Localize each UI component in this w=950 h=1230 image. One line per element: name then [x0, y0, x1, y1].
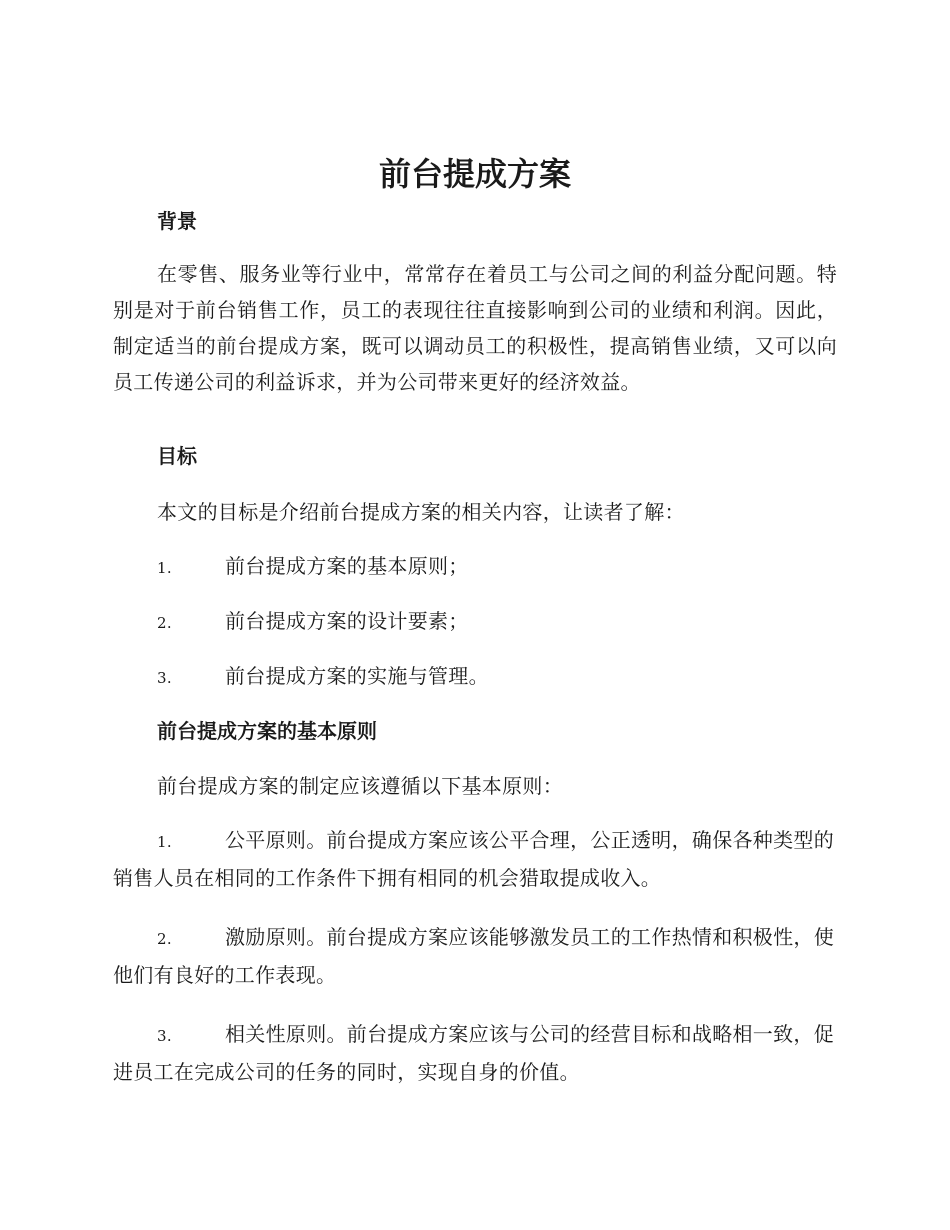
list-number: 1.: [157, 833, 172, 851]
list-number: 3.: [157, 669, 172, 687]
list-text: 前台提成方案的基本原则；: [225, 554, 469, 578]
list-item: [113, 548, 837, 586]
section-heading-goals: 目标: [157, 444, 197, 468]
list-text: 激励原则。前台提成方案应该能够激发员工的工作热情和积极性，使他们有良好的工作表现。: [113, 925, 834, 987]
list-number: 2.: [157, 930, 172, 948]
list-number: 1.: [157, 559, 172, 577]
list-item: [113, 919, 837, 993]
document-title: 前台提成方案: [378, 155, 571, 193]
background-paragraph: 在零售、服务业等行业中，常常存在着员工与公司之间的利益分配问题。特别是对于前台销售工作，员工的表现往往直接影响到公司的业绩和利润。因此，制定适当的前台提成方案，既可以调动员工的积极性，提高销售业绩，又可以向员工传递公司的利益诉求，并为公司带来更好的经济效益。: [113, 262, 837, 394]
principles-intro: 前台提成方案的制定应该遵循以下基本原则：: [157, 774, 563, 798]
list-item: [113, 1016, 837, 1090]
goals-intro: 本文的目标是介绍前台提成方案的相关内容，让读者了解：: [157, 500, 685, 524]
section-heading-principles: 前台提成方案的基本原则: [157, 719, 377, 743]
list-item: [113, 822, 837, 896]
list-item: [113, 603, 837, 641]
list-text: 公平原则。前台提成方案应该公平合理，公正透明，确保各种类型的销售人员在相同的工作条件下拥有相同的机会猎取提成收入。: [113, 828, 834, 890]
list-text: 相关性原则。前台提成方案应该与公司的经营目标和战略相一致，促进员工在完成公司的任务的同时，实现自身的价值。: [113, 1022, 834, 1084]
list-number: 3.: [157, 1027, 172, 1045]
list-item: [113, 658, 837, 696]
list-text: 前台提成方案的实施与管理。: [225, 664, 489, 688]
list-number: 2.: [157, 614, 172, 632]
list-text: 前台提成方案的设计要素；: [225, 609, 469, 633]
section-heading-background: 背景: [157, 209, 197, 233]
